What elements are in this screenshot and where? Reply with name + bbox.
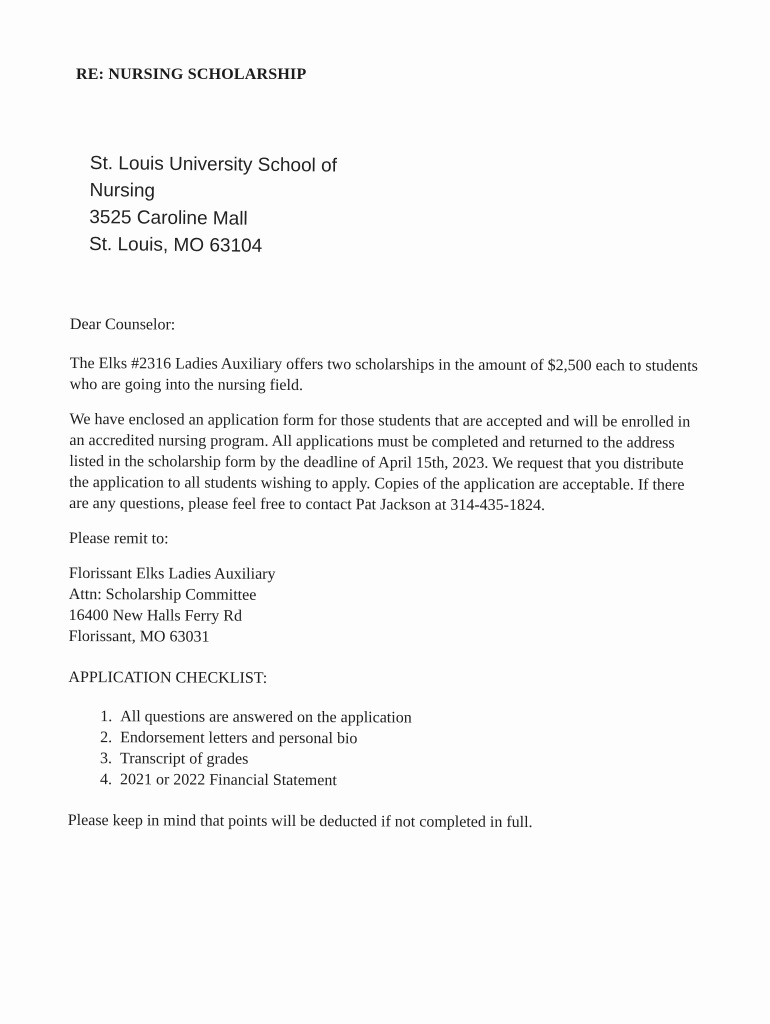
checklist-item: 4. 2021 or 2022 Financial Statement [116, 769, 700, 793]
remit-line-2: Attn: Scholarship Committee [68, 585, 257, 604]
remit-line-4: Florissant, MO 63031 [68, 627, 210, 646]
remit-line-3: 16400 New Halls Ferry Rd [68, 606, 243, 625]
checklist-item: 2. Endorsement letters and personal bio [116, 727, 700, 751]
salutation: Dear Counselor: [69, 315, 176, 334]
recipient-line-2: Nursing [89, 179, 156, 202]
checklist-item: 1. All questions are answered on the application [116, 706, 700, 730]
paragraph-scholarship-offer: The Elks #2316 Ladies Auxiliary offers two scholarships in the amount of $2,500 each to students who are going into the nursing field. [69, 354, 698, 395]
paragraph-application-instructions: We have enclosed an application form for those students that are accepted and will be enrolled in an accredited nursing program. All applications must be completed and returned to the address listed in the scholarship form by the deadline of April 15th, 2023. We request that you distribute the application to all students wishing to apply. Copies of the application are acceptable. If there are any questions, please feel free to contact Pat Jackson at 314-435-1824. [69, 410, 691, 515]
remit-address [69, 563, 701, 650]
application-checklist [68, 706, 700, 793]
recipient-line-3: 3525 Caroline Mall [89, 206, 248, 230]
remit-line-1: Florissant Elks Ladies Auxiliary [68, 564, 276, 583]
recipient-line-4: St. Louis, MO 63104 [88, 233, 263, 257]
checklist-title: APPLICATION CHECKLIST: [68, 668, 268, 687]
recipient-address [89, 150, 337, 261]
recipient-line-1: St. Louis University School of [89, 152, 338, 177]
subject-line: RE: NURSING SCHOLARSHIP [76, 66, 307, 83]
letter-body [68, 314, 702, 834]
closing-note: Please keep in mind that points will be deducted if not completed in full. [67, 811, 533, 832]
remit-label: Please remit to: [68, 529, 169, 548]
checklist-item: 3. Transcript of grades [116, 748, 700, 772]
